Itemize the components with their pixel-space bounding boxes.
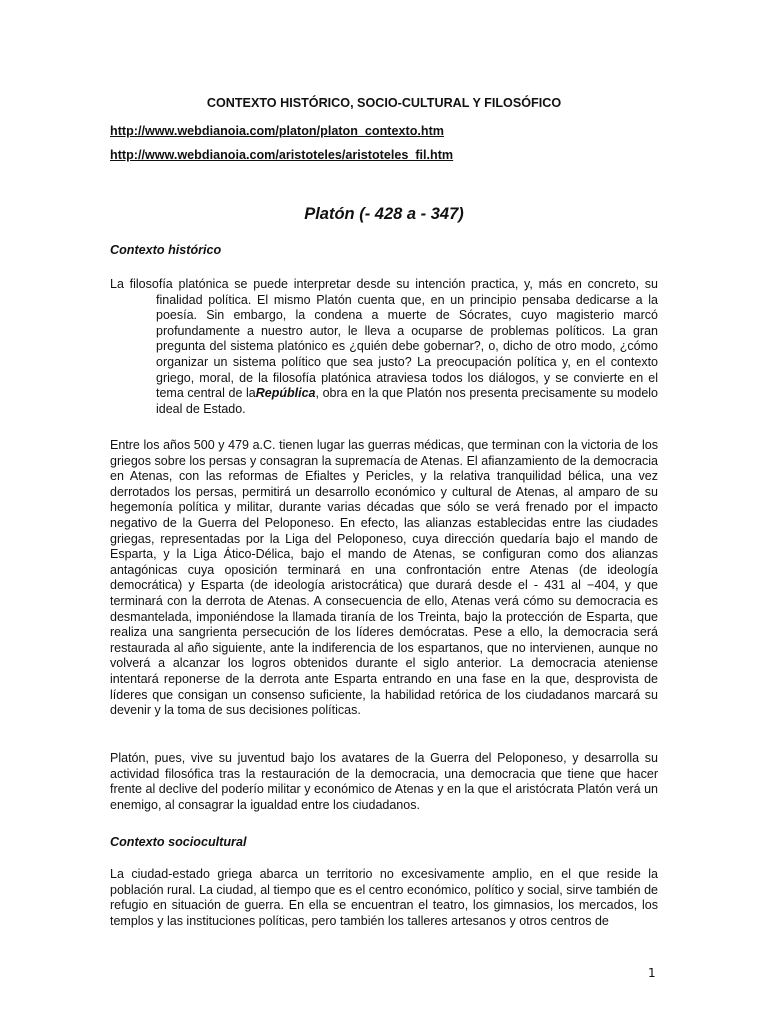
paragraph-filosofia-platonica bbox=[110, 277, 658, 417]
paragraph-text: , obra en la que Platón nos presenta precisamente su modelo ideal de Estado. bbox=[156, 386, 659, 416]
paragraph-text: La filosofía platónica se puede interpretar desde su intención practica, y, más en concreto, su finalidad política. El mismo Platón cuenta que, en un principio pensaba dedicarse a la poesía. Sin embargo, la condena a muerte de Sócrates, cuyo magisterio marcó profundamente a nuestro autor, le lleva a ocuparse de problemas políticos. La gran pregunta del sistema platónico es ¿quién debe gobernar?, o, dicho de otro modo, ¿cómo organizar un sistema político que sea justo? La preocupación política y, en el contexto griego, moral, de la filosofía platónica atraviesa todos los diálogos, y se convierte en el tema central de la bbox=[110, 277, 658, 401]
link-platon-contexto[interactable]: http://www.webdianoia.com/platon/platon_contexto.htm bbox=[110, 124, 444, 138]
paragraph-guerras-medicas: Entre los años 500 y 479 a.C. tienen lugar las guerras médicas, que terminan con la victoria de los griegos sobre los persas y consagran la supremacía de Atenas. El afianzamiento de la democracia en Atenas, con las reformas de Efialtes y Pericles, y la relativa tranquilidad bélica, una vez derrotados los persas, permitirá un desarrollo económico y cultural de Atenas, al amparo de su hegemonía política y militar, durante varias décadas que sólo se verá frenado por el impacto negativo de la Guerra del Peloponeso. En efecto, las alianzas establecidas entre las ciudades griegas, representadas por la Liga del Peloponeso, cuya dirección quedaría bajo el mando de Esparta, y la Liga Ático-Délica, bajo el mando de Atenas, se configuran como dos alianzas antagónicas cuya oposición terminará en una confrontación entre Atenas (de ideología democrática) y Esparta (de ideología aristocrática) que durará desde el - 431 al −404, y que terminará con la derrota de Atenas. A consecuencia de ello, Atenas verá cómo su democracia es desmantelada, imponiéndose la llamada tiranía de los Treinta, bajo la protección de Esparta, que realiza una sangrienta persecución de los líderes demócratas. Pese a ello, la democracia será restaurada al año siguiente, ante la indiferencia de los espartanos, que no intervienen, aunque no volverá a alcanzar los logros obtenidos durante el siglo anterior. La democracia ateniense intentará reponerse de la derrota ante Esparta entrando en una fase en la que, desprovista de líderes que consigan un consenso suficiente, la habilidad retórica de los ciudadanos marcará su devenir y la toma de sus decisiones políticas. bbox=[110, 438, 658, 718]
emphasis-republica: República bbox=[255, 386, 316, 401]
section-heading-contexto-historico: Contexto histórico bbox=[110, 243, 222, 257]
paragraph-platon-juventud: Platón, pues, vive su juventud bajo los avatares de la Guerra del Peloponeso, y desarrolla su actividad filosófica tras la restauración de la democracia, una democracia que tiene que hacer frente al declive del poderío militar y económico de Atenas y en la que el aristócrata Platón verá un enemigo, al consagrar la igualdad entre los ciudadanos. bbox=[110, 751, 658, 812]
page-number: 1 bbox=[648, 966, 656, 980]
document-title: Platón (- 428 a - 347) bbox=[304, 205, 464, 223]
paragraph-ciudad-estado: La ciudad-estado griega abarca un territorio no excesivamente amplio, en el que reside la población rural. La ciudad, al tiempo que es el centro económico, político y social, sirve también de refugio en situación de guerra. En ella se encuentran el teatro, los gimnasios, los mercados, los templos y las instituciones políticas, pero también los talleres artesanos y otros centros de bbox=[110, 867, 658, 928]
document-heading: CONTEXTO HISTÓRICO, SOCIO-CULTURAL Y FILOSÓFICO bbox=[206, 96, 562, 110]
section-heading-contexto-sociocultural: Contexto sociocultural bbox=[110, 835, 247, 849]
link-aristoteles-fil[interactable]: http://www.webdianoia.com/aristoteles/aristoteles_fil.htm bbox=[110, 148, 454, 162]
